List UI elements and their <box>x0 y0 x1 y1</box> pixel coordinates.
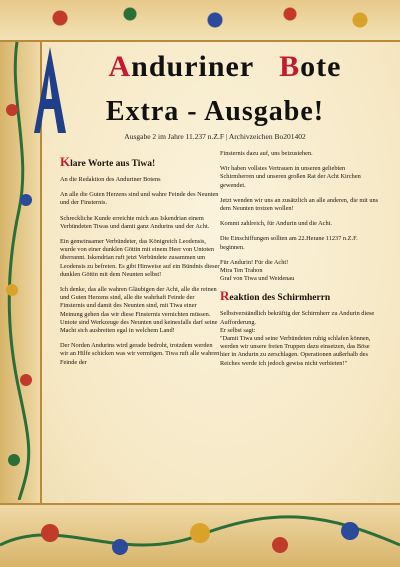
headline-initial: R <box>220 288 230 304</box>
paragraph: An die Redaktion des Anduriner Botens <box>60 176 161 183</box>
paragraph: Ein gemeinsamer Verbündeter, das Königreich Leodensis, wurde von einer dunklen Göttin mit einem Heer von Untoten überrannt. Iskendrian ruft jetzt Verbündete zusammen um Leodensis zu befreien. Es gibt Hinweise auf ein Bündnis dieser dunklen Göttin mit dem Neunten selbst! <box>60 238 220 278</box>
paragraph: Die Einschiffungen sollten am 22.Herane 11237 n.Z.F. beginnen. <box>220 235 358 251</box>
paragraph: Er selbst sagt: <box>220 326 256 334</box>
signature-line: Für Andurin! Für die Acht! <box>220 258 289 266</box>
title-word-2: ote <box>300 50 342 83</box>
headline-text: eaktion des Schirmherrn <box>229 293 331 304</box>
paragraph: Finsternis dazu auf, uns beizustehen. <box>220 150 313 157</box>
paragraph: Ich denke, das alle wahren Gläubigen der Acht, alle die reinen und Guten Herzens sind, alle die wahrhaft Feinde der Finsternis und damit des Neunten sind, mit Tiwa einer Meinung gehen das wir diese Finsternis vernichten müssen. Untote sind Werkzeuge des Neunten und keinesfalls darf seine Macht sich ausbreiten egal in welchem Land! <box>60 286 218 335</box>
issue-info: Ausgabe 2 im Jahre 11.237 n.Z.F | Archivzeichen Bo201402 <box>124 132 306 141</box>
paragraph: Kommt zahlreich, für Andurin und die Acht. <box>220 220 332 228</box>
top-ornament-border <box>0 0 400 42</box>
paragraph: Jetzt wenden wir uns an zusätzlich an alle anderen, die mit uns dem Neunten trotzen wollen! <box>220 196 379 213</box>
paragraph: Der Norden Andurins wird gerade bedroht, trotzdem werden wir an Hilfe schicken was wir vermögen. Tiwa ruft alle wahren Feinde der <box>60 342 220 366</box>
article-headline-2 <box>220 290 380 304</box>
signature-line: Graf von Tiwa und Weidenau <box>220 275 295 283</box>
title-word-1: nduriner <box>131 50 254 83</box>
flower-ornament-icon <box>0 505 400 567</box>
vine-ornament-icon <box>6 30 32 500</box>
signature-block <box>220 259 380 284</box>
page-title <box>70 50 380 84</box>
edition-title: Extra - Ausgabe! <box>105 96 325 127</box>
title-initial-2: B <box>279 50 301 83</box>
bottom-ornament-border <box>0 503 400 567</box>
title-initial: A <box>108 50 132 83</box>
paragraph: Wir haben vollstes Vertrauen in unseren geliebten Schirmherren und unseren großen Rat der Acht Kirchen gewendet. <box>220 165 361 189</box>
headline-text: lare Worte aus Tiwa! <box>70 159 156 169</box>
left-column <box>60 150 220 374</box>
signature-line: Mira Ten Trahon <box>220 267 263 275</box>
paragraph: "Damit Tiwa und seine Verbündeten ruhig schlafen können, werden wir unsere freien Truppen dazu einsetzen, das Böse hier in Andurin zu zerschlagen. Operationen außerhalb des Reiches werde ich jedoch gewiss nicht verbieten!" <box>220 335 371 367</box>
headline-initial: K <box>60 154 71 169</box>
paragraph: An alle die Guten Herzens sind und wahre Feinde des Neunten und der Finsternis. <box>60 191 219 207</box>
paragraph: Schreckliche Kunde erreichte mich aus Iskendrian einem Verbündeten Tiwas und damit ganz Andurins und der Acht. <box>60 214 210 230</box>
right-column <box>220 150 380 375</box>
article-headline <box>60 156 220 170</box>
paragraph: Selbstverständlich bekräftig der Schirmherr zu Andurin diese Aufforderung. <box>220 310 375 326</box>
